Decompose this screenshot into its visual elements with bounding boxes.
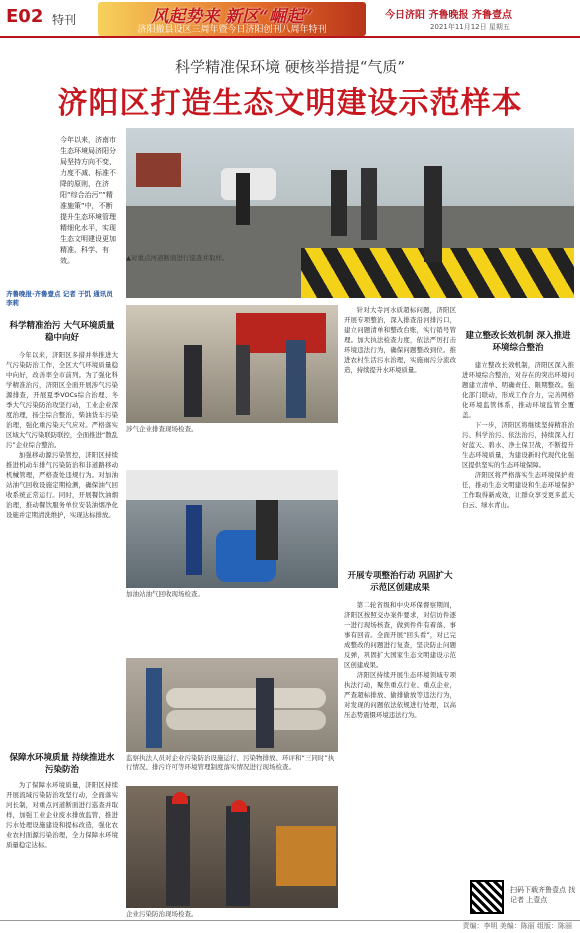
subheading-special: 开展专项整治行动 巩固扩大示范区创建成果 <box>347 571 453 593</box>
qr-caption: 扫码下载齐鲁壹点 找记者 上壹点 <box>510 886 576 904</box>
caption-photo-5: 企业污染防治现场检查。 <box>126 910 198 918</box>
section-label: 特刊 <box>52 13 77 27</box>
subheading-air: 科学精准治污 大气环境质量稳中向好 <box>9 321 115 343</box>
photo-factory-inspection <box>126 786 338 908</box>
paragraph: 济阳区持续开展生态环境领域专项执法行动，聚焦重点行业、重点企业，严查超标排放、偷排偷放等违法行为，对发现的问题依法依规进行处理，以高压态势震慑环境违法行为。 <box>344 671 456 719</box>
article-kicker: 科学精准保环境 硬核举措提“气质” <box>174 58 406 76</box>
issue-date: 2021年11月12日 星期五 <box>430 23 510 31</box>
paragraph: 加强移动源污染管控，济阳区持续推进机动车排气污染防治和非道路移动机械管理，严格查处违规行为。对加油站油气回收设施定期检测，确保油气回收系统正常运行。同时，开展餐饮油烟治理，推动餐饮服务单位安装油烟净化设施并定期清洗维护，实现达标排放。 <box>6 451 118 519</box>
paragraph: 建立整改长效机制，济阳区深入推进环境综合整治，对存在的突出环境问题建立清单、明确责任、限期整改。强化部门联动，形成工作合力，完善网格化环境监管体系，推动环境监管全覆盖。 <box>462 361 574 419</box>
paragraph: 第二轮省级和中央环保督察期间，济阳区按照交办案件要求，对信访件逐一进行现场核查，做到件件有着落、事事有回音。全面开展“回头看”，对已完成整改的问题进行复查，坚决防止问题反弹，巩固扩大国家生态文明建设示范区创建成果。 <box>344 601 456 669</box>
article-headline: 济阳区打造生态文明建设示范样本 <box>57 86 523 121</box>
brand-logo: 今日济阳 齐鲁晚报 齐鲁壹点 <box>385 10 512 21</box>
column-1-text <box>6 350 118 746</box>
subheading-mechanism: 建立整改长效机制 深入推进环境综合整治 <box>465 331 571 353</box>
paragraph: 针对大寺河水质超标问题，济阳区开展专项整治，深入排查沿河排污口，建立问题清单和整改台账，实行销号管理。加大执法检查力度，依法严厉打击环境违法行为，确保问题整改到位。推进农村生活污水治理，实施雨污分流改造，持续提升水环境质量。 <box>344 306 456 374</box>
qr-code[interactable] <box>470 880 504 914</box>
photo-factory-check <box>126 305 338 423</box>
credits: 责编：李明 美编：陈丽 组版：陈丽 <box>462 922 572 930</box>
paragraph: 今年以来，济阳区多措并举推进大气污染防治工作，全区大气环境质量稳中向好，改善率全市前列。为了强化科学精准治污，济阳区全面开展涉气污染源排查，开展夏季VOCs综合治理、冬季大气污染防治攻坚行动，工业企业深度治理，扬尘综合整治，柴油货车污染治理，强化重污染天气应对。严格落实区域大气污染联防联控，全面推进“散乱污”企业综合整治。 <box>6 351 118 449</box>
caption-photo-1: ▲对重点河道断面进行巡查并取样。 <box>126 254 229 262</box>
page-header <box>0 0 580 38</box>
subheading-water: 保障水环境质量 持续推进水污染防治 <box>9 753 115 775</box>
column-2-text-2 <box>344 600 456 918</box>
column-3-text <box>462 360 574 870</box>
section-number: E02 <box>6 6 44 27</box>
byline: 齐鲁晚报·齐鲁壹点 记者 于饥 通讯员 李莉 <box>6 290 113 307</box>
paragraph: 下一步，济阳区将继续坚持精准治污、科学治污、依法治污，持续深入打好蓝天、碧水、净土保卫战，不断提升生态环境质量，为建设新时代现代化强区提供坚实的生态环境保障。 <box>462 421 574 469</box>
banner <box>98 2 366 36</box>
caption-photo-4: 监察执法人员对企业污染防治设施运行、污染物排放、环评和“三同时”执行情况、排污许可等环境管理制度落实情况进行现场检查。 <box>126 754 335 771</box>
photo-river-inspection <box>126 128 574 298</box>
article-lead: 今年以来，济南市生态环境局济阳分局坚持方向不变、力度不减、标准不降的原则，在济阳“综合治污”“精准施策”中，不断提升生态环境管理精细化水平，实现生态文明建设更加精准、科学、有效。 <box>60 136 116 265</box>
paragraph: 为了保障水环境质量，济阳区持续开展流域污染防治攻坚行动，全面落实河长制，对重点河道断面进行巡查并取样，加强工业企业废水排放监管，推进污水处理设施建设和提标改造，强化农业农村面源污染治理，全力保障水环境质量稳定达标。 <box>6 781 118 849</box>
page-footer <box>0 920 580 931</box>
photo-gas-station <box>126 470 338 588</box>
caption-photo-2: 涉气企业排查现场检查。 <box>126 425 198 433</box>
banner-title: 风起势来 新区“崛起” <box>151 7 313 27</box>
caption-photo-3: 加油站油气回收现场检查。 <box>126 590 204 598</box>
column-1-text-2 <box>6 780 118 916</box>
photo-pipe-inspection <box>126 658 338 752</box>
column-2-text <box>344 305 456 565</box>
banner-subtitle: 济阳撤县设区三周年暨今日济阳创刊八周年特刊 <box>137 25 327 35</box>
paragraph: 济阳区将严格落实生态环境保护责任，推动生态文明建设和生态环境保护工作取得新成效，让群众享受更多蓝天白云、绿水青山。 <box>462 471 574 509</box>
